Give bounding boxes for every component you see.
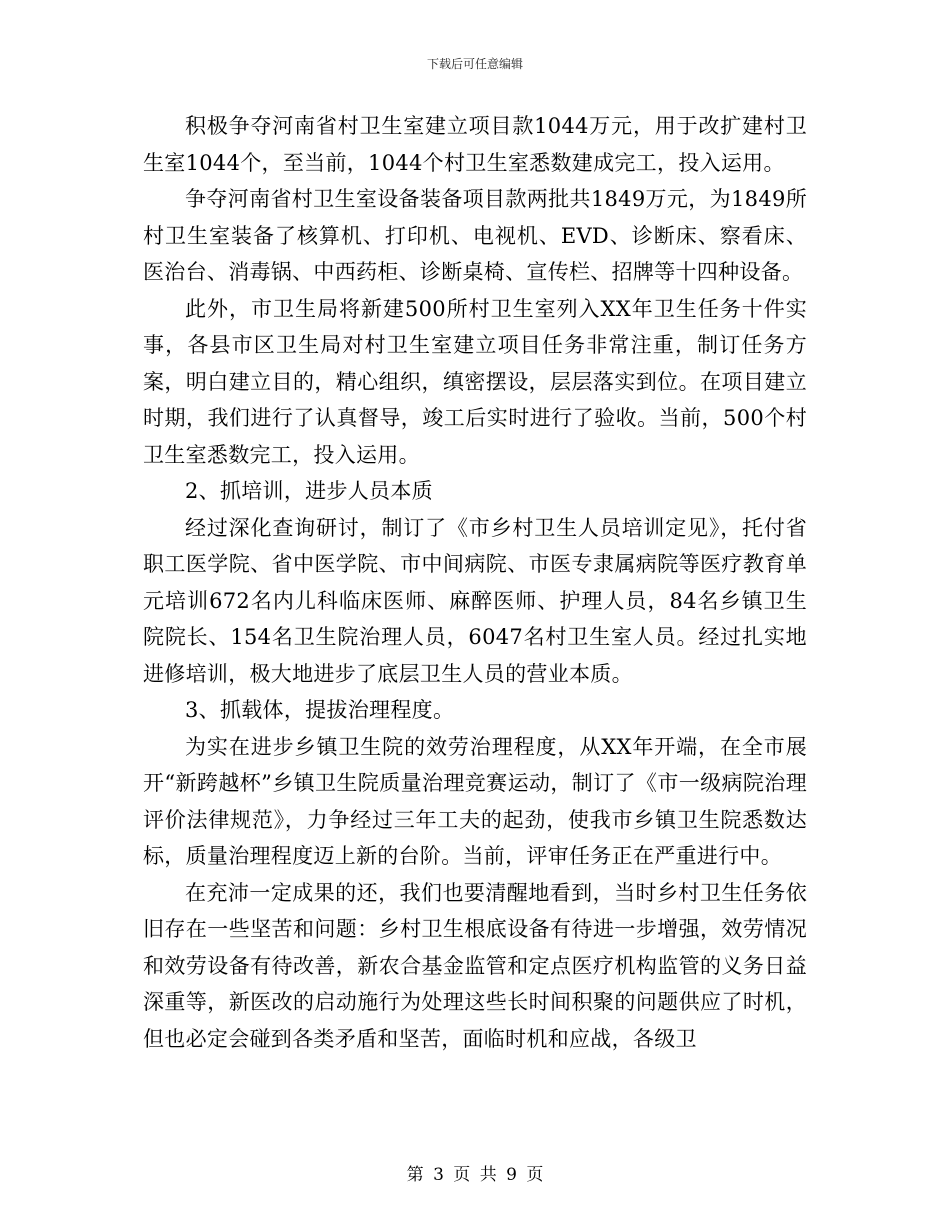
paragraph: 经过深化查询研讨，制订了《市乡村卫生人员培训定见》，托付省职工医学院、省中医学院、市中间病院、市医专隶属病院等医疗教育单元培训672名内儿科临床医师、麻醉医师、护理人员，84名乡镇卫生院院长、154名卫生院治理人员，6047名村卫生室人员。经过扎实地进修培训，极大地进步了底层卫生人员的营业本质。 <box>143 515 807 686</box>
paragraph: 在充沛一定成果的还，我们也要清醒地看到，当时乡村卫生任务依旧存在一些坚苦和问题：乡村卫生根底设备有待进一步增强，效劳情况和效劳设备有待改善，新农合基金监管和定点医疗机构监管的义务日益深重等，新医改的启动施行为处理这些长时间积聚的问题供应了时机，但也必定会碰到各类矛盾和坚苦，面临时机和应战，各级卫 <box>143 880 807 1051</box>
section-heading: 3、抓载体，提拔治理程度。 <box>185 698 455 722</box>
page-number-footer: 第 3 页 共 9 页 <box>406 1165 544 1185</box>
paragraph: 此外，市卫生局将新建500所村卫生室列入XX年卫生任务十件实事，各县市区卫生局对村卫生室建立项目任务非常注重，制订任务方案，明白建立目的，精心组织，缜密摆设，层层落实到位。在项目建立时期，我们进行了认真督导，竣工后实时进行了验收。当前，500个村卫生室悉数完工，投入运用。 <box>143 296 807 467</box>
paragraph: 积极争夺河南省村卫生室建立项目款1044万元，用于改扩建村卫生室1044个，至当前，1044个村卫生室悉数建成完工，投入运用。 <box>143 114 807 175</box>
document-body <box>143 108 807 1057</box>
paragraph: 为实在进步乡镇卫生院的效劳治理程度，从XX年开端，在全市展开“新跨越杯”乡镇卫生院质量治理竞赛运动，制订了《市一级病院治理评价法律规范》，力争经过三年工夫的起劲，使我市乡镇卫生院悉数达标，质量治理程度迈上新的台阶。当前，评审任务正在严重进行中。 <box>143 734 807 868</box>
paragraph: 争夺河南省村卫生室设备装备项目款两批共1849万元，为1849所村卫生室装备了核算机、打印机、电视机、EVD、诊断床、察看床、医治台、消毒锅、中西药柜、诊断桌椅、宣传栏、招牌等十四种设备。 <box>143 187 807 284</box>
section-heading: 2、抓培训，进步人员本质 <box>185 479 433 503</box>
page-header-note: 下载后可任意编辑 <box>426 57 523 71</box>
